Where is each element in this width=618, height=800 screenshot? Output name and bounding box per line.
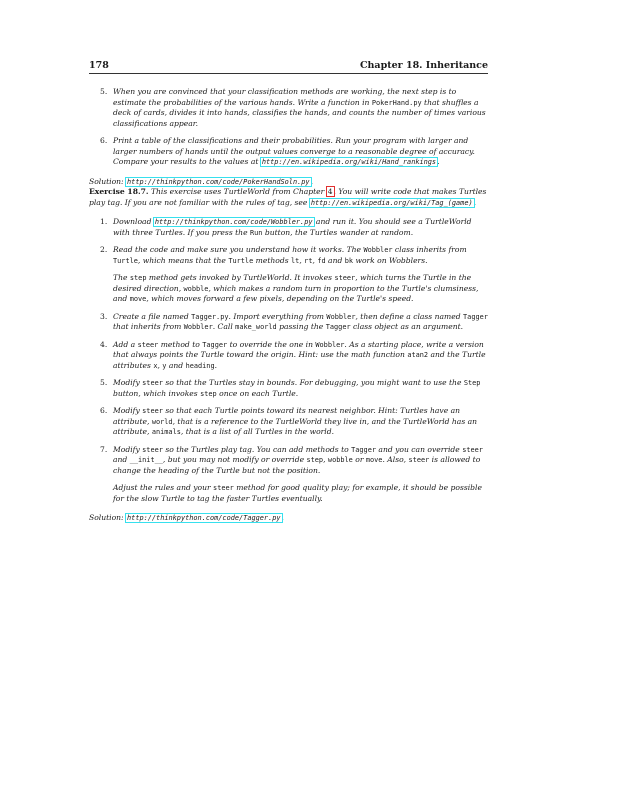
step-4 [89,340,490,372]
code-pokerhand: PokerHand.py [371,98,422,107]
step-text: Create a file named [113,311,192,321]
step-text: so that each Turtle points toward its nearest neighbor. Hint: Turtles have an attribute, [113,406,461,426]
solution-label: Solution: [89,176,127,186]
step-text: work on Wobblers. [353,255,428,265]
exercise-18-7 [89,187,490,208]
step-text: , which moves forward a few pixels, depending on the Turtle's speed. [146,294,414,303]
step-text: Modify [113,378,143,387]
chapter-title: Chapter 18. Inheritance [359,60,488,71]
code: __init__ [129,456,163,464]
step-text: method gets invoked by TurtleWorld. It invokes [146,273,335,282]
step-text: and [166,360,186,370]
step-number: 2. [100,245,108,254]
hand-rankings-link[interactable]: http://en.wikipedia.org/wiki/Hand_rankings [261,158,437,166]
solution-end: . [310,176,313,186]
step-text: , which makes a random turn in proportion to the Turtle's clumsiness, and [113,283,479,303]
item-number: 6. [100,136,108,145]
code: animals [151,428,181,436]
code: Tagger [463,312,488,321]
step-text: is allowed to change the heading of the Turtle but not the position. [113,455,481,475]
step-text: . Also, [382,455,409,464]
code: steer [408,456,430,464]
step-text: to override the one in [227,339,316,349]
item-number: 5. [100,87,108,96]
step-number: 4. [100,339,108,349]
step-text: once on each Turtle. [216,388,299,398]
exercise-text: This exercise uses TurtleWorld from Chapter [148,187,327,196]
poker-solution-link[interactable]: http://thinkpython.com/code/PokerHandSoln.py [127,177,310,186]
step-text: , [299,255,305,265]
code: steer [142,445,163,454]
step-text: button, which invokes [113,388,201,398]
tag-game-link[interactable]: http://en.wikipedia.org/wiki/Tag_(game) [310,198,473,207]
item-text: that shuffles a deck of cards, divides it into hands, classifies the hands, and counts the number of times various classifications appear. [113,97,486,128]
step-text: class object as an argument. [350,322,464,331]
step-text: . [214,360,218,370]
solution-1 [89,177,490,188]
step-text: Modify [113,406,143,415]
code: atan2 [407,351,429,359]
page-number: 178 [89,60,109,71]
code: Tagger [202,340,228,349]
step-text: button, the Turtles wander at random. [262,227,414,237]
code: bk [344,256,354,265]
step-text: Download [113,217,154,226]
list-item-6-table [89,136,490,168]
solution-label: Solution: [89,513,127,522]
step-number: 1. [100,217,108,226]
chapter-ref-link[interactable]: 4 [327,187,333,196]
step-5 [89,378,490,399]
code: Wobbler [315,340,345,349]
item-text: When you are convinced that your classification methods are working, the next step is to estimate the probabilities of the various hands. Write a function in [113,87,457,107]
step-text: Adjust the rules and your [113,483,214,492]
code: y [162,361,167,370]
step-text: . Call [212,322,236,331]
step-text: so the Turtles play tag. You can add methods to [162,444,352,454]
step-number: 3. [100,311,108,321]
step-number: 6. [100,406,108,415]
step-2 [89,245,490,305]
list-item-5-estimate [89,87,490,129]
code: fd [317,256,326,265]
code: world [151,417,173,426]
code: Turtle [113,256,138,265]
code: move [129,295,147,303]
code: wobble [327,456,353,464]
step-text: class inherits from [392,245,467,254]
step-text: method for good quality play; for example, it should be possible for the slow Turtle to tag the faster Turtles eventually. [113,483,482,503]
code: step [306,456,324,464]
step-text: and run it. You should see a TurtleWorld with three Turtles. If you press the [113,217,472,237]
solution-end: . [281,513,284,522]
step-text: so that the Turtles stay in bounds. For debugging, you might want to use the [162,378,464,387]
wobbler-link[interactable]: http://thinkpython.com/code/Wobbler.py [154,218,313,226]
item-text: . [437,157,440,166]
step-1 [89,217,490,238]
step-text: method to [158,339,203,349]
code: rt [304,256,313,265]
step-2-paragraph [113,273,490,305]
page-header [89,59,488,74]
step-text: and the Turtle attributes [113,350,486,370]
code: Wobbler [183,323,213,331]
code: heading [185,361,215,370]
step-text: , [157,360,163,370]
exercise-end: . [473,197,477,207]
code: Wobbler [326,312,356,321]
code: step [129,274,147,282]
exercise-text: . You will write code that makes Turtles play tag. If you are not familiar with the rules of tag, see [89,187,487,207]
step-text: , but you may not modify or override [162,455,307,464]
step-text: or [352,455,366,464]
step-text: , then define a class named [355,311,464,321]
code: Tagger [325,323,351,331]
step-text: , that is a reference to the TurtleWorld they live in, and the TurtleWorld has an attribute, [113,416,478,436]
step-text: , that is a list of all Turtles in the world. [180,427,334,436]
code: Turtle [228,256,254,265]
code: Wobbler [363,246,393,254]
code: step [200,389,217,398]
code: move [365,456,383,464]
step-text: , which means that the [137,255,229,265]
step-number: 7. [100,444,108,454]
code: Step [463,379,481,387]
step-text: passing the [276,322,326,331]
step-3 [89,312,490,333]
code: Tagger.py [191,312,229,321]
step-text: , [323,455,328,464]
step-text: , [312,255,318,265]
step-text: . Import everything from [228,311,327,321]
step-text: and you can override [376,444,463,454]
step-text: The [113,273,130,282]
step-text: that inherits from [113,322,184,331]
code: lt [291,256,300,265]
code: wobble [183,284,209,293]
step-text: Add a [113,339,138,349]
code: steer [137,340,159,349]
solution-2 [89,513,490,524]
code: x [153,361,158,370]
step-text: , which turns the Turtle in the desired direction, [113,273,472,293]
code: steer [213,484,234,492]
page-body [89,87,490,524]
step-text: . As a starting place, write a version that always points the Turtle toward the origin. Hint: use the math function [113,339,484,359]
step-text: methods [253,255,292,265]
step-text: Modify [113,444,143,454]
code: steer [462,445,483,454]
step-6 [89,406,490,438]
code: steer [142,407,163,415]
step-text: Read the code and make sure you understand how it works. The [113,245,364,254]
step-text: and [113,455,130,464]
step-number: 5. [100,378,108,387]
code: Tagger [351,445,377,454]
code: steer [142,379,163,387]
tagger-solution-link[interactable]: http://thinkpython.com/code/Tagger.py [127,514,281,522]
code: steer [334,274,356,282]
item-text: Print a table of the classifications and their probabilities. Run your program with larger and larger numbers of hands until the output values converge to a reasonable degree of accuracy. Compare your results to the values at [113,136,475,166]
code-run: Run [249,228,263,237]
step-text: and [325,255,345,265]
step-7-paragraph [113,483,490,504]
step-7 [89,445,490,505]
exercise-label: Exercise 18.7. [89,187,149,196]
code: make_world [235,323,277,331]
